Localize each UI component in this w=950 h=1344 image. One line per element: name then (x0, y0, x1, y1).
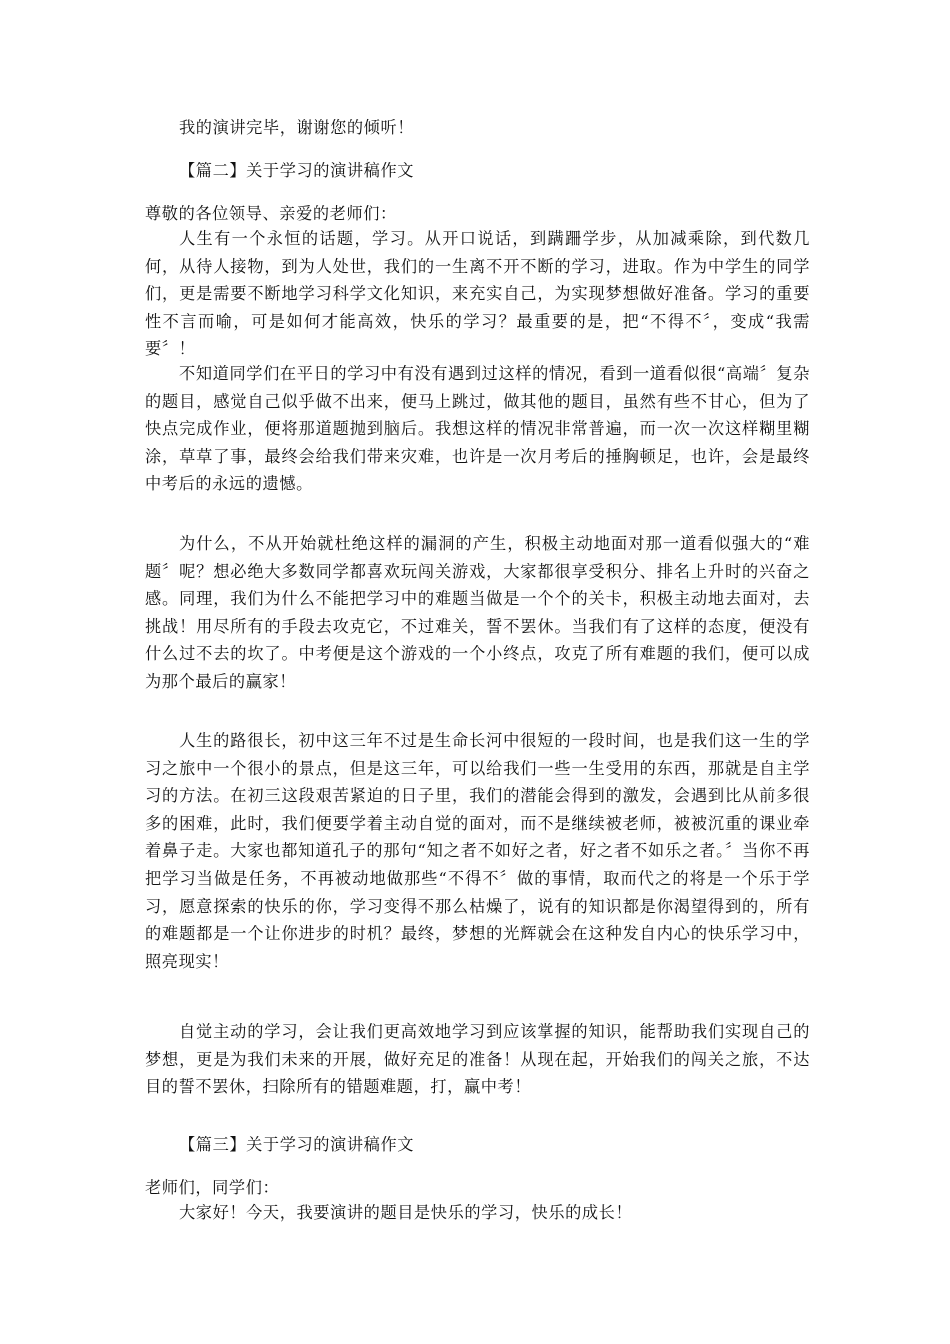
section2-paragraph-5: 自觉主动的学习，会让我们更高效地学习到应该掌握的知识，能帮助我们实现自己的梦想，更是为我们未来的开展，做好充足的准备！从现在起，开始我们的闯关之旅，不达目的誓不罢休，扫除所有的错题难题，打，赢中考！ (145, 1022, 810, 1097)
section2-paragraph-1: 人生有一个永恒的话题，学习。从开口说话，到蹒跚学步，从加减乘除，到代数几何，从待人接物，到为人处世，我们的一生离不开不断的学习，进取。作为中学生的同学们，更是需要不断地学习科学文化知识，来充实自己，为实现梦想做好准备。学习的重要性不言而喻，可是如何才能高效，快乐的学习？最重要的是，把“不得不〞，变成“我需要〞！ (145, 229, 810, 359)
section2-paragraph-4: 人生的路很长，初中这三年不过是生命长河中很短的一段时间，也是我们这一生的学习之旅中一个很小的景点，但是这三年，可以给我们一些一生受用的东西，那就是自主学习的方法。在初三这段艰苦紧迫的日子里，我们的潜能会得到的激发，会遇到比从前多很多的困难，此时，我们便要学着主动自觉的面对，而不是继续被老师，被被沉重的课业牵着鼻子走。大家也都知道孔子的那句“知之者不如好之者，好之者不如乐之者。〞当你不再把学习当做是任务，不再被动地做那些“不得不〞做的事情，取而代之的将是一个乐于学习，愿意探索的快乐的你，学习变得不那么枯燥了，说有的知识都是你渴望得到的，所有的难题都是一个让你进步的时机？最终，梦想的光辉就会在这种发自内心的快乐学习中，照亮现实！ (145, 731, 810, 971)
section2-paragraph-3: 为什么，不从开始就杜绝这样的漏洞的产生，积极主动地面对那一道看似强大的“难题〞呢？想必绝大多数同学都喜欢玩闯关游戏，大家都很享受积分、排名上升时的兴奋之感。同理，我们为什么不能把学习中的难题当做是一个个的关卡，积极主动地去面对，去挑战！用尽所有的手段去攻克它，不过难关，誓不罢休。当我们有了这样的态度，便没有什么过不去的坎了。中考便是这个游戏的一个小终点，攻克了所有难题的我们，便可以成为那个最后的赢家！ (145, 534, 810, 691)
section3-heading: 【篇三】关于学习的演讲稿作文 (179, 1135, 415, 1154)
section3-paragraph-1: 大家好！今天，我要演讲的题目是快乐的学习，快乐的成长！ (179, 1203, 633, 1222)
section2-heading: 【篇二】关于学习的演讲稿作文 (179, 161, 415, 180)
section2-salutation: 尊敬的各位领导、亲爱的老师们： (145, 204, 397, 223)
closing-line: 我的演讲完毕，谢谢您的倾听！ (179, 118, 415, 137)
section2-paragraph-2: 不知道同学们在平日的学习中有没有遇到过这样的情况，看到一道看似很“高端〞复杂的题目，感觉自己似乎做不出来，便马上跳过，做其他的题目，虽然有些不甘心，但为了快点完成作业，便将那道题抛到脑后。我想这样的情况非常普遍，而一次一次这样糊里糊涂，草草了事，最终会给我们带来灾难，也许是一次月考后的捶胸顿足，也许，会是最终中考后的永远的遗憾。 (145, 364, 810, 494)
section3-salutation: 老师们，同学们： (145, 1178, 280, 1197)
